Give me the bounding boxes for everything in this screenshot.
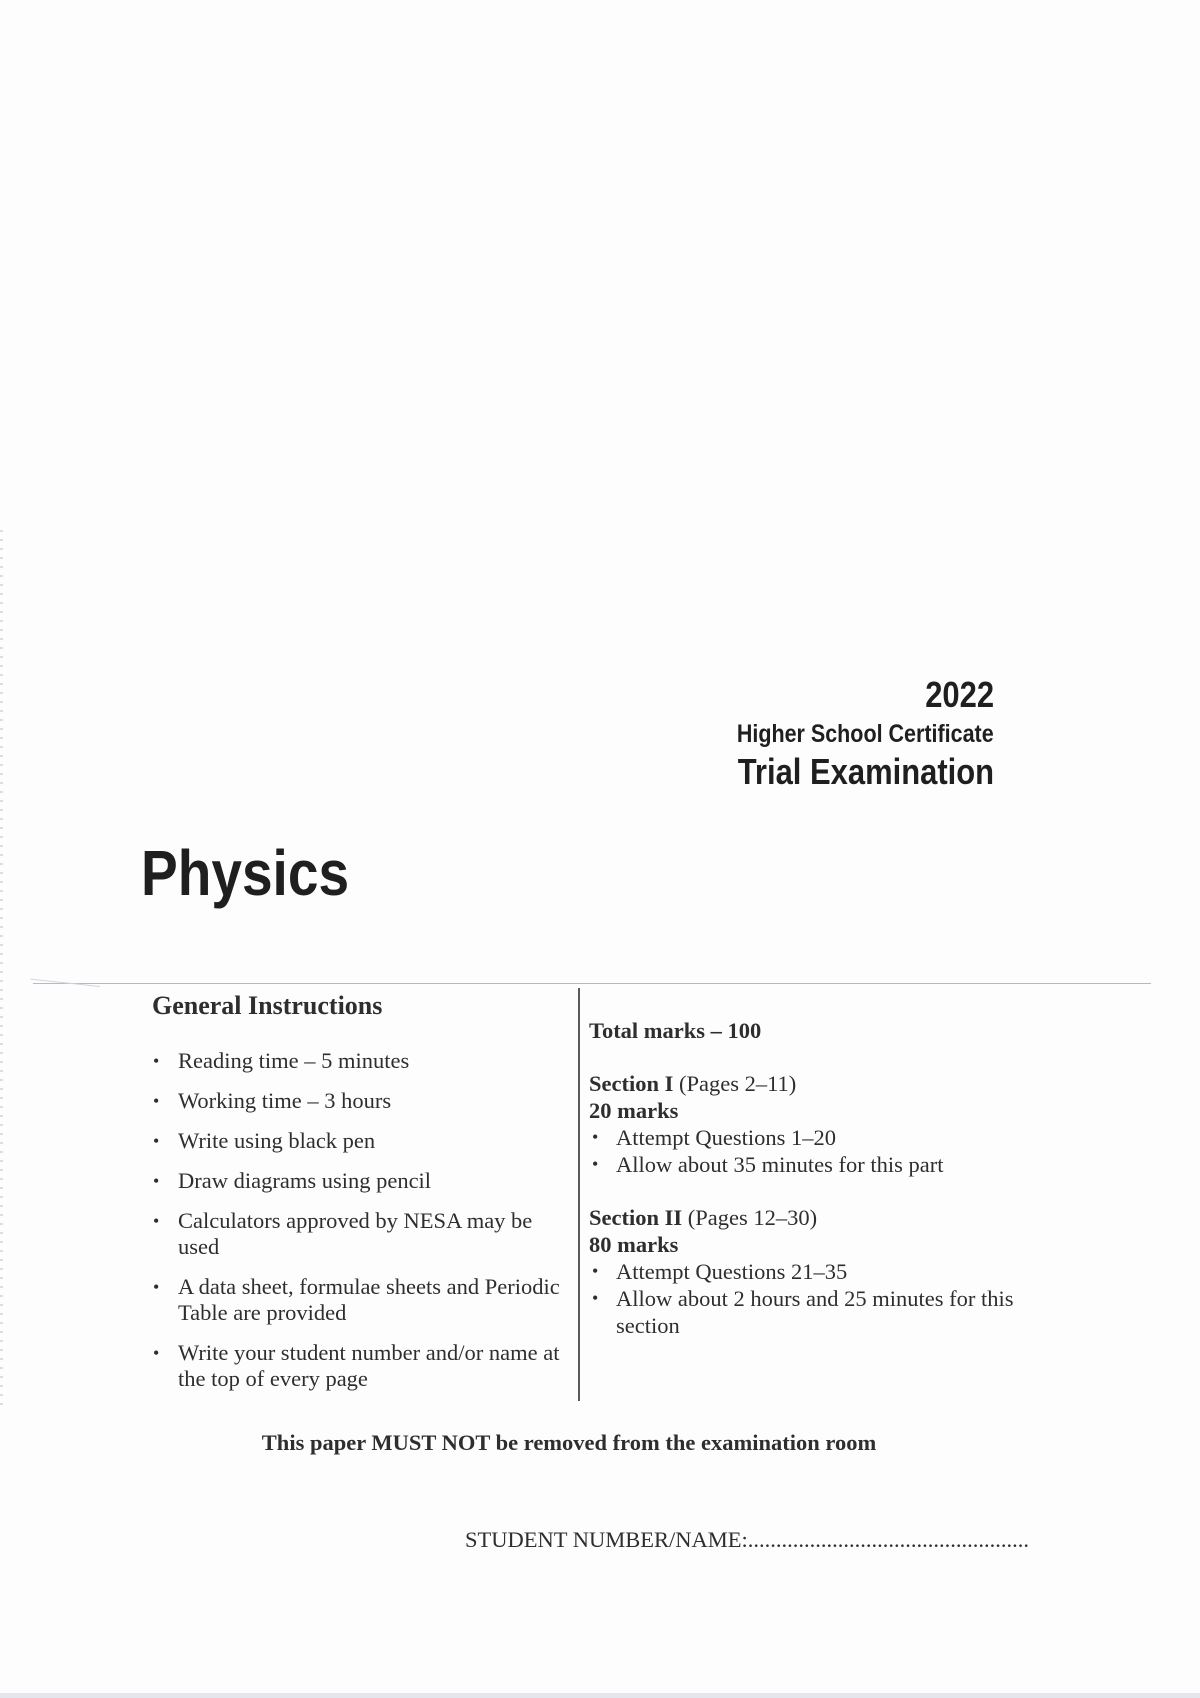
instruction-item: • Write your student number and/or name at the top of every page: [152, 1340, 571, 1392]
exam-type: Trial Examination: [737, 751, 994, 792]
section-pages: (Pages 12–30): [687, 1205, 818, 1230]
section-title: Section II: [589, 1205, 683, 1230]
section-item: • Allow about 35 minutes for this part: [589, 1151, 1036, 1178]
general-instructions-heading: General Instructions: [152, 991, 383, 1020]
total-marks: Total marks – 100: [589, 1018, 762, 1043]
section-items: [589, 1124, 1036, 1178]
student-number-name-field: STUDENT NUMBER/NAME:..................................................: [465, 1527, 1029, 1552]
section-marks: 20 marks: [589, 1098, 679, 1123]
section-item: • Attempt Questions 1–20: [589, 1124, 1036, 1151]
column-divider: [578, 988, 580, 1401]
instruction-item: • Draw diagrams using pencil: [152, 1168, 571, 1194]
instruction-item: • Working time – 3 hours: [152, 1088, 571, 1114]
instruction-item: • Calculators approved by NESA may be used: [152, 1208, 571, 1260]
section-marks: 80 marks: [589, 1232, 679, 1257]
section-pages: (Pages 2–11): [679, 1071, 797, 1096]
instruction-item: • Reading time – 5 minutes: [152, 1048, 571, 1074]
certificate-name: Higher School Certificate: [737, 720, 994, 748]
section-heading: [589, 1070, 1036, 1097]
exam-year: 2022: [925, 674, 994, 715]
scan-bottom-edge: [0, 1693, 1200, 1698]
instruction-item: • A data sheet, formulae sheets and Periodic Table are provided: [152, 1274, 571, 1326]
section-heading: [589, 1204, 1036, 1231]
instruction-item: • Write using black pen: [152, 1128, 571, 1154]
subject-title: Physics: [141, 837, 350, 909]
scan-edge-artifact: [0, 530, 3, 1410]
removal-notice: This paper MUST NOT be removed from the examination room: [261, 1430, 877, 1455]
header-divider: [33, 983, 1151, 984]
section-one: [589, 1070, 1036, 1178]
section-item: • Attempt Questions 21–35: [589, 1258, 1036, 1285]
section-items: [589, 1258, 1036, 1339]
general-instructions-list: [152, 1048, 571, 1406]
section-two: [589, 1204, 1036, 1339]
marks-panel: [589, 1017, 1036, 1339]
section-title: Section I: [589, 1071, 674, 1096]
section-item: • Allow about 2 hours and 25 minutes for this section: [589, 1285, 1036, 1339]
